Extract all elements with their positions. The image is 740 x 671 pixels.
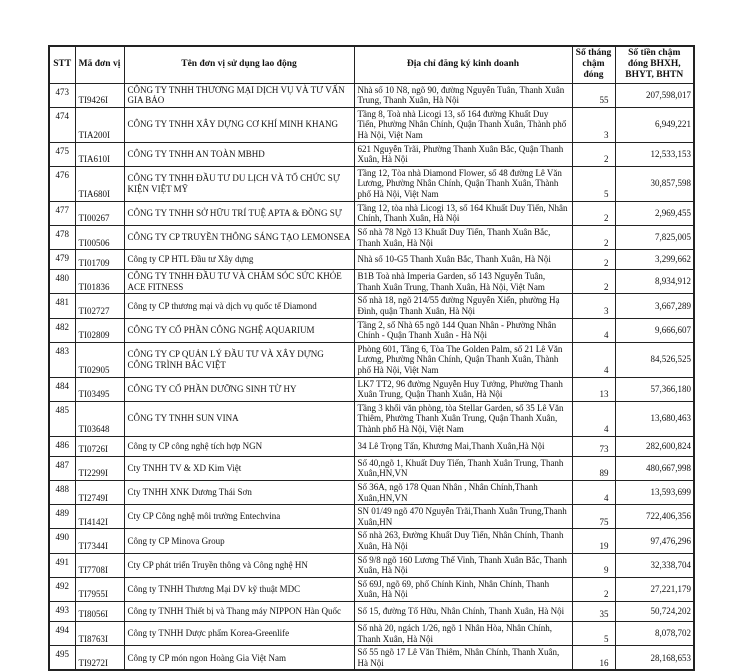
cell-months-late: 2 [572, 225, 615, 249]
cell-amount-late: 50,724,202 [615, 601, 694, 621]
cell-registered-address: Số 36A, ngõ 178 Quan Nhân , Nhân Chính,Thanh Xuân,HN,VN [354, 480, 572, 504]
cell-stt: 484 [49, 377, 75, 401]
table-row [49, 646, 694, 671]
cell-months-late: 16 [572, 646, 615, 671]
cell-employer-name: CÔNG TY TNHH ĐẦU TƯ DU LỊCH VÀ TỔ CHỨC SỰ KIỆN VIỆT MỸ [124, 166, 354, 201]
table-row [49, 456, 694, 480]
cell-stt: 495 [49, 646, 75, 671]
header-unit-code: Mã đơn vị [75, 46, 124, 83]
cell-registered-address: Nhà số 10-G5 Thanh Xuân Bắc, Thanh Xuân, Hà Nội [354, 250, 572, 270]
table-row [49, 270, 694, 294]
cell-registered-address: Số nhà 78 Ngõ 13 Khuất Duy Tiến, Thanh Xuân Bắc, Thanh Xuân, Hà Nội [354, 225, 572, 249]
cell-registered-address: 34 Lê Trọng Tấn, Khương Mai,Thanh Xuân,Hà Nội [354, 436, 572, 456]
table-row [49, 529, 694, 553]
cell-months-late: 2 [572, 270, 615, 294]
cell-stt: 488 [49, 480, 75, 504]
cell-amount-late: 3,667,289 [615, 294, 694, 318]
cell-amount-late: 84,526,525 [615, 342, 694, 377]
table-header-row [49, 46, 694, 83]
cell-employer-name: Công ty TNHH Thiết bị và Thang máy NIPPON Hàn Quốc [124, 601, 354, 621]
cell-stt: 473 [49, 83, 75, 107]
cell-stt: 474 [49, 107, 75, 142]
table-row [49, 621, 694, 645]
cell-stt: 489 [49, 505, 75, 529]
cell-unit-code: TI8763I [75, 621, 124, 645]
cell-employer-name: CÔNG TY TNHH SUN VINA [124, 401, 354, 436]
cell-employer-name: Công ty CP HTL Đầu tư Xây dựng [124, 250, 354, 270]
cell-months-late: 75 [572, 505, 615, 529]
cell-unit-code: TI0726I [75, 436, 124, 456]
cell-employer-name: CÔNG TY CỔ PHẦN DƯỠNG SINH TỪ HY [124, 377, 354, 401]
cell-stt: 482 [49, 318, 75, 342]
cell-unit-code: TI03495 [75, 377, 124, 401]
cell-months-late: 2 [572, 201, 615, 225]
table-row [49, 436, 694, 456]
cell-stt: 483 [49, 342, 75, 377]
cell-stt: 485 [49, 401, 75, 436]
cell-stt: 476 [49, 166, 75, 201]
cell-amount-late: 13,680,463 [615, 401, 694, 436]
cell-employer-name: Công ty CP công nghệ tích hợp NGN [124, 436, 354, 456]
header-employer-name: Tên đơn vị sử dụng lao động [124, 46, 354, 83]
cell-registered-address: LK7 TT2, 96 đường Nguyễn Huy Tưởng, Phường Thanh Xuân Trung, Quận Thanh Xuân, Hà Nội [354, 377, 572, 401]
cell-registered-address: Phòng 601, Tầng 6, Tòa The Golden Palm, số 21 Lê Văn Lương, Phường Nhân Chính, Quận Thanh Xuân, Thành phố Hà Nội, Việt Nam [354, 342, 572, 377]
cell-months-late: 2 [572, 142, 615, 166]
table-row [49, 107, 694, 142]
cell-employer-name: Cty TNHH XNK Dương Thái Sơn [124, 480, 354, 504]
cell-employer-name: Công ty TNHH Dược phẩm Korea-Greenlife [124, 621, 354, 645]
table-row [49, 553, 694, 577]
cell-stt: 481 [49, 294, 75, 318]
cell-stt: 492 [49, 577, 75, 601]
cell-employer-name: CÔNG TY TNHH AN TOÀN MBHD [124, 142, 354, 166]
cell-unit-code: TIA200I [75, 107, 124, 142]
cell-unit-code: TI7344I [75, 529, 124, 553]
cell-months-late: 89 [572, 456, 615, 480]
cell-months-late: 2 [572, 577, 615, 601]
cell-registered-address: Số nhà 263, Đường Khuất Duy Tiến, Nhân Chính, Thanh Xuân, Hà Nội [354, 529, 572, 553]
cell-unit-code: TI7955I [75, 577, 124, 601]
cell-employer-name: CÔNG TY CP QUẢN LÝ ĐẦU TƯ VÀ XÂY DỰNG CÔNG TRÌNH BẮC VIỆT [124, 342, 354, 377]
cell-registered-address: Nhà số 10 N8, ngõ 90, đường Nguyễn Tuân, Thanh Xuân Trung, Thanh Xuân, Hà Nội [354, 83, 572, 107]
cell-registered-address: Tầng 2, số Nhà 65 ngõ 144 Quan Nhân - Phường Nhân Chính - Quận Thanh Xuân - Hà Nội [354, 318, 572, 342]
cell-unit-code: TI00267 [75, 201, 124, 225]
table-row [49, 377, 694, 401]
cell-registered-address: Tầng 12, tòa nhà Licogi 13, số 164 Khuất Duy Tiến, Nhân Chính, Thanh Xuân, Hà Nội [354, 201, 572, 225]
cell-amount-late: 32,338,704 [615, 553, 694, 577]
cell-unit-code: TI9426I [75, 83, 124, 107]
cell-amount-late: 30,857,598 [615, 166, 694, 201]
cell-registered-address: Số 69J, ngõ 69, phố Chính Kinh, Nhân Chính, Thanh Xuân, Hà Nội [354, 577, 572, 601]
cell-registered-address: Số nhà 18, ngõ 214/55 đường Nguyễn Xiển, phường Hạ Đình, quận Thanh Xuân, Hà Nội [354, 294, 572, 318]
cell-unit-code: TI4142I [75, 505, 124, 529]
document-sheet [48, 45, 695, 671]
cell-employer-name: Cty TNHH TV & XD Kim Việt [124, 456, 354, 480]
table-row [49, 166, 694, 201]
table-row [49, 342, 694, 377]
header-amount-late: Số tiền chậm đóng BHXH, BHYT, BHTN [615, 46, 694, 83]
cell-unit-code: TI02809 [75, 318, 124, 342]
cell-registered-address: 621 Nguyễn Trãi, Phường Thanh Xuân Bắc, Quận Thanh Xuân, Hà Nội [354, 142, 572, 166]
table-row [49, 480, 694, 504]
cell-employer-name: CÔNG TY TNHH THƯƠNG MẠI DỊCH VỤ VÀ TƯ VẤN GIA BẢO [124, 83, 354, 107]
cell-months-late: 4 [572, 342, 615, 377]
cell-stt: 475 [49, 142, 75, 166]
cell-unit-code: TI9272I [75, 646, 124, 671]
cell-registered-address: Số 55 ngõ 17 Lê Văn Thiêm, Nhân Chính, Thanh Xuân, Hà Nội [354, 646, 572, 671]
cell-employer-name: Cty CP phát triển Truyền thông và Công nghệ HN [124, 553, 354, 577]
header-stt: STT [49, 46, 75, 83]
table-row [49, 505, 694, 529]
cell-registered-address: Số nhà 20, ngách 1/26, ngõ 1 Nhân Hòa, Nhân Chính, Thanh Xuân, Hà Nội [354, 621, 572, 645]
cell-registered-address: Số 40,ngõ 1, Khuất Duy Tiến, Thanh Xuân Trung, Thanh Xuân,HN,VN [354, 456, 572, 480]
cell-amount-late: 2,969,455 [615, 201, 694, 225]
cell-unit-code: TI8056I [75, 601, 124, 621]
table-row [49, 201, 694, 225]
cell-months-late: 13 [572, 377, 615, 401]
cell-unit-code: TI01709 [75, 250, 124, 270]
cell-registered-address: Tầng 8, Toà nhà Licogi 13, số 164 đường Khuất Duy Tiến, Phường Nhân Chính, Quận Thanh Xuân, Thành phố Hà Nội, Việt Nam [354, 107, 572, 142]
table-row [49, 83, 694, 107]
table-row [49, 601, 694, 621]
cell-employer-name: Công ty CP Minova Group [124, 529, 354, 553]
cell-amount-late: 7,825,005 [615, 225, 694, 249]
cell-amount-late: 480,667,998 [615, 456, 694, 480]
cell-employer-name: CÔNG TY TNHH ĐẦU TƯ VÀ CHĂM SÓC SỨC KHỎE ACE FITNESS [124, 270, 354, 294]
cell-stt: 478 [49, 225, 75, 249]
cell-unit-code: TIA610I [75, 142, 124, 166]
table-row [49, 225, 694, 249]
cell-registered-address: Tầng 3 khối văn phòng, tòa Stellar Garden, số 35 Lê Văn Thiêm, Phường Thanh Xuân Trung, Quận Thanh Xuân, Thành phố Hà Nội, Việt Nam [354, 401, 572, 436]
cell-stt: 491 [49, 553, 75, 577]
table-row [49, 318, 694, 342]
cell-amount-late: 3,299,662 [615, 250, 694, 270]
cell-months-late: 4 [572, 401, 615, 436]
cell-stt: 480 [49, 270, 75, 294]
table-row [49, 577, 694, 601]
cell-amount-late: 9,666,607 [615, 318, 694, 342]
cell-registered-address: B1B Toà nhà Imperia Garden, số 143 Nguyễn Tuân, Thanh Xuân Trung, Thanh Xuân, Hà Nội, Việt Nam [354, 270, 572, 294]
table-row [49, 250, 694, 270]
cell-unit-code: TI2749I [75, 480, 124, 504]
cell-unit-code: TIA680I [75, 166, 124, 201]
cell-unit-code: TI02905 [75, 342, 124, 377]
cell-amount-late: 57,366,180 [615, 377, 694, 401]
cell-amount-late: 97,476,296 [615, 529, 694, 553]
cell-months-late: 9 [572, 553, 615, 577]
cell-amount-late: 13,593,699 [615, 480, 694, 504]
cell-unit-code: TI00506 [75, 225, 124, 249]
cell-registered-address: Số 15, đường Tố Hữu, Nhân Chính, Thanh Xuân, Hà Nội [354, 601, 572, 621]
cell-stt: 477 [49, 201, 75, 225]
cell-registered-address: Tầng 12, Tòa nhà Diamond Flower, số 48 đường Lê Văn Lương, Phường Nhân Chính, Quận Thanh Xuân, Thành phố Hà Nội, Việt Nam [354, 166, 572, 201]
cell-months-late: 35 [572, 601, 615, 621]
cell-months-late: 4 [572, 480, 615, 504]
cell-unit-code: TI2299I [75, 456, 124, 480]
cell-months-late: 2 [572, 250, 615, 270]
cell-amount-late: 6,949,221 [615, 107, 694, 142]
cell-employer-name: Công ty CP món ngon Hoàng Gia Việt Nam [124, 646, 354, 671]
cell-registered-address: SN 01/49 ngõ 470 Nguyễn Trãi,Thanh Xuân Trung,Thanh Xuân,HN [354, 505, 572, 529]
cell-employer-name: CÔNG TY TNHH SỞ HỮU TRÍ TUỆ APTA & ĐỒNG SỰ [124, 201, 354, 225]
cell-unit-code: TI01836 [75, 270, 124, 294]
table-row [49, 401, 694, 436]
cell-months-late: 3 [572, 107, 615, 142]
table-row [49, 294, 694, 318]
cell-stt: 494 [49, 621, 75, 645]
cell-amount-late: 207,598,017 [615, 83, 694, 107]
cell-employer-name: Công ty TNHH Thương Mại DV kỹ thuật MDC [124, 577, 354, 601]
cell-employer-name: CÔNG TY CỔ PHẦN CÔNG NGHỆ AQUARIUM [124, 318, 354, 342]
insurance-debt-table [48, 45, 695, 671]
cell-unit-code: TI02727 [75, 294, 124, 318]
cell-unit-code: TI7708I [75, 553, 124, 577]
cell-amount-late: 27,221,179 [615, 577, 694, 601]
cell-months-late: 3 [572, 294, 615, 318]
cell-months-late: 55 [572, 83, 615, 107]
cell-stt: 479 [49, 250, 75, 270]
cell-months-late: 4 [572, 318, 615, 342]
cell-stt: 493 [49, 601, 75, 621]
cell-employer-name: Cty CP Công nghệ môi trường Entechvina [124, 505, 354, 529]
cell-amount-late: 722,406,356 [615, 505, 694, 529]
table-body [49, 83, 694, 670]
cell-stt: 486 [49, 436, 75, 456]
table-row [49, 142, 694, 166]
cell-amount-late: 8,934,912 [615, 270, 694, 294]
cell-amount-late: 12,533,153 [615, 142, 694, 166]
cell-stt: 490 [49, 529, 75, 553]
cell-unit-code: TI03648 [75, 401, 124, 436]
cell-employer-name: Công ty CP thương mại và dịch vụ quốc tế Diamond [124, 294, 354, 318]
cell-amount-late: 28,168,653 [615, 646, 694, 671]
header-months-late: Số tháng chậm đóng [572, 46, 615, 83]
cell-months-late: 5 [572, 166, 615, 201]
cell-months-late: 19 [572, 529, 615, 553]
cell-employer-name: CÔNG TY TNHH XÂY DỰNG CƠ KHÍ MINH KHANG [124, 107, 354, 142]
cell-months-late: 5 [572, 621, 615, 645]
cell-employer-name: CÔNG TY CP TRUYỀN THÔNG SÁNG TẠO LEMONSEA [124, 225, 354, 249]
cell-amount-late: 8,078,702 [615, 621, 694, 645]
cell-months-late: 73 [572, 436, 615, 456]
cell-registered-address: Số 9/8 ngõ 160 Lương Thế Vinh, Thanh Xuân Bắc, Thanh Xuân, Hà Nội [354, 553, 572, 577]
cell-amount-late: 282,600,824 [615, 436, 694, 456]
header-registered-address: Địa chỉ đăng ký kinh doanh [354, 46, 572, 83]
cell-stt: 487 [49, 456, 75, 480]
